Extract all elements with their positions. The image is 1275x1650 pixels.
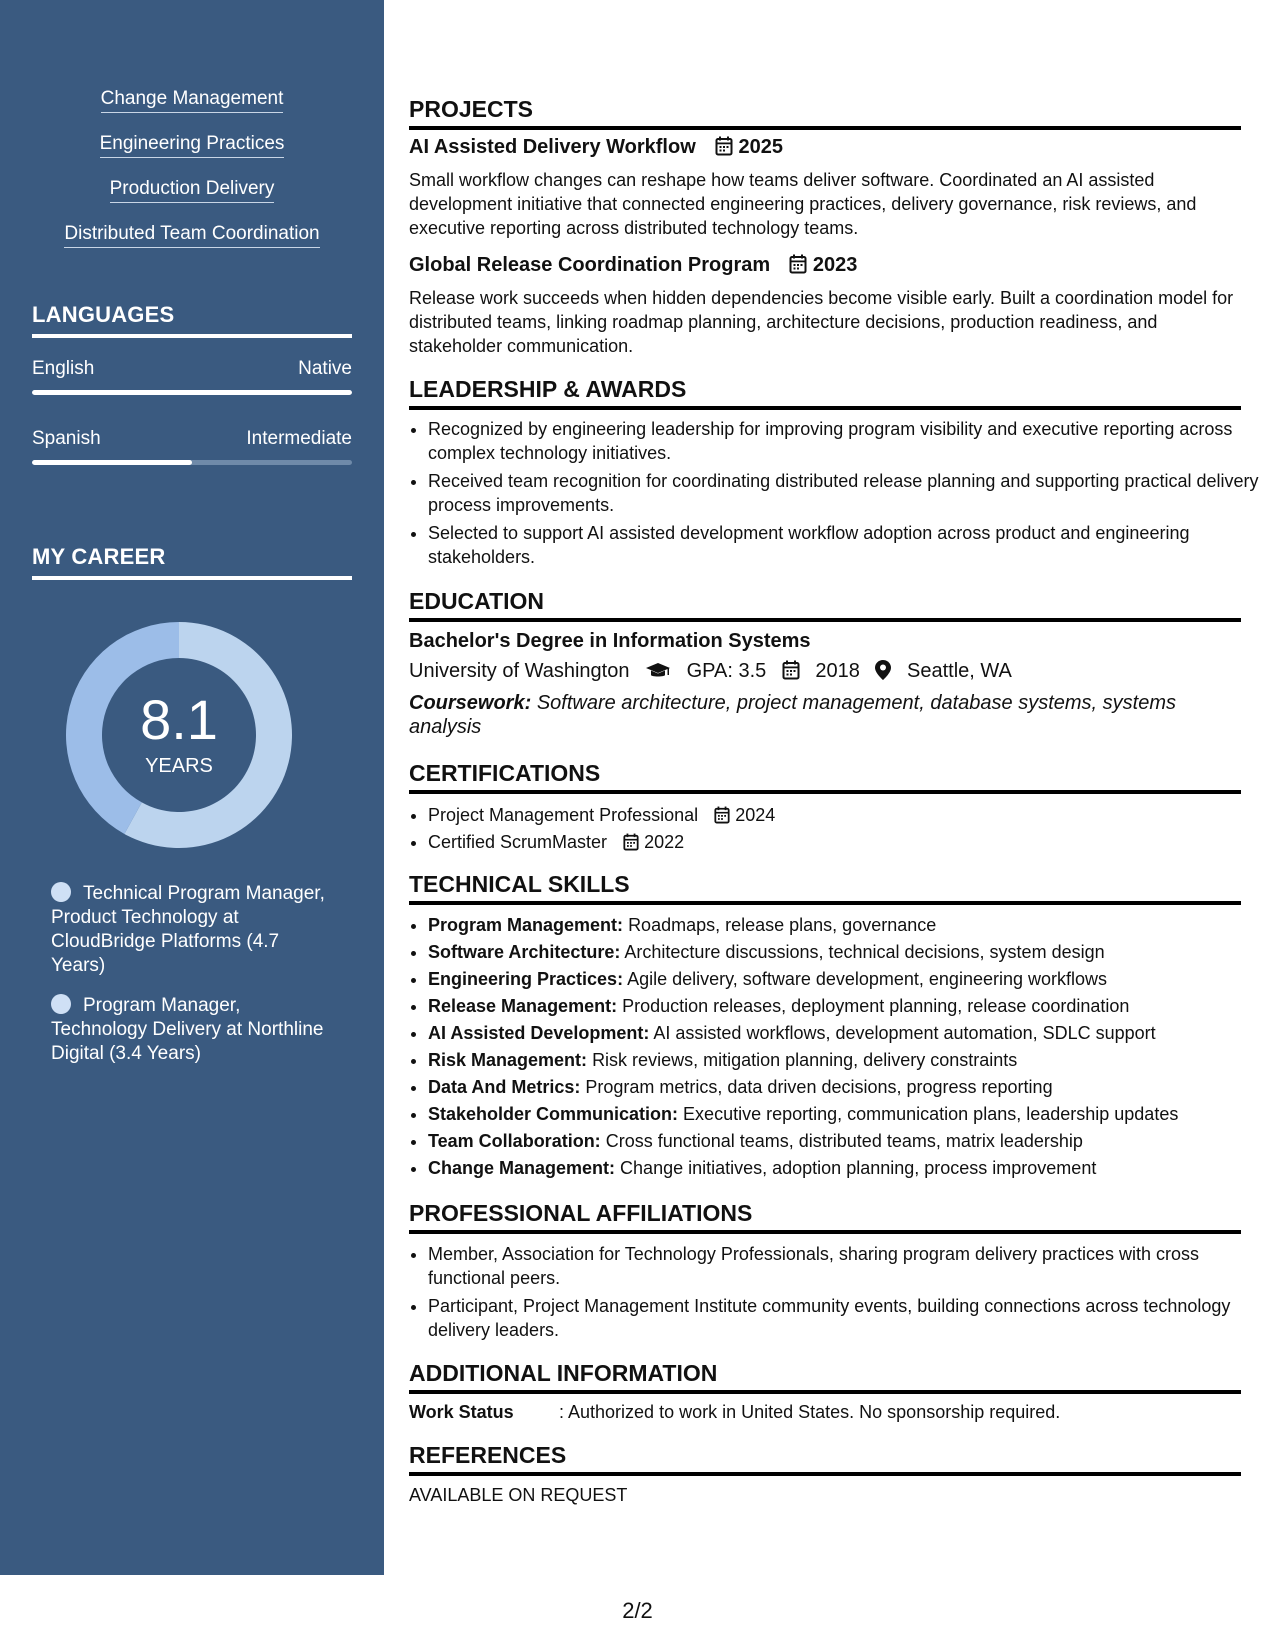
skill-category: Stakeholder Communication: — [428, 1104, 679, 1124]
language-level: Intermediate — [246, 428, 352, 449]
work-status-row — [409, 1402, 1060, 1423]
skill-value: AI assisted workflows, development automation, SDLC support — [653, 1023, 1156, 1043]
calendar-icon — [715, 136, 733, 156]
skill-category: Engineering Practices: — [428, 969, 624, 989]
skill-label: Distributed Team Coordination — [64, 223, 319, 248]
graduation-cap-icon — [645, 662, 671, 680]
sidebar-skill-link[interactable] — [0, 223, 384, 245]
certifications-list — [409, 803, 1260, 857]
language-name: English — [32, 358, 95, 379]
list-item — [428, 1102, 1260, 1126]
coursework — [409, 691, 1241, 739]
page-number: 2/2 — [622, 1598, 653, 1623]
skill-category: Data And Metrics: — [428, 1077, 581, 1097]
project-year: 2025 — [738, 136, 783, 158]
list-item — [428, 830, 1260, 854]
references-text: AVAILABLE ON REQUEST — [409, 1485, 628, 1505]
skill-value: Program metrics, data driven decisions, progress reporting — [585, 1077, 1053, 1097]
list-item — [428, 1021, 1260, 1045]
career-total-years: 8.1 — [140, 688, 218, 751]
skill-category: Team Collaboration: — [428, 1131, 601, 1151]
skill-value: Change initiatives, adoption planning, process improvement — [620, 1158, 1097, 1178]
list-item: • Participant, Project Management Institute community events, building connections across technology delivery leaders. — [428, 1294, 1260, 1342]
education-details — [409, 660, 1012, 683]
section-heading-education: EDUCATION — [409, 588, 1241, 622]
section-heading-additional-information: ADDITIONAL INFORMATION — [409, 1360, 1241, 1394]
section-heading-certifications: CERTIFICATIONS — [409, 760, 1241, 794]
language-row — [32, 358, 352, 382]
sidebar-skill-link[interactable] — [0, 133, 384, 155]
list-item — [428, 940, 1260, 964]
language-bar — [32, 390, 352, 395]
sidebar-skill-link[interactable] — [0, 88, 384, 110]
list-item — [428, 803, 1260, 827]
location-pin-icon — [875, 660, 891, 680]
certification-year: 2024 — [735, 805, 776, 825]
skill-value: Executive reporting, communication plans, leadership updates — [683, 1104, 1179, 1124]
list-item: • Member, Association for Technology Professionals, sharing program delivery practices with cross functional peers. — [428, 1242, 1260, 1290]
legend-dot-icon — [51, 882, 71, 902]
career-item — [51, 882, 331, 978]
calendar-icon — [623, 833, 639, 851]
language-bar — [32, 460, 352, 465]
project-description: Small workflow changes can reshape how teams deliver software. Coordinated an AI assisted development initiative that connected engineering practices, delivery governance, risk reviews, and executive reporting across distributed technology teams. — [409, 170, 1197, 238]
language-name: Spanish — [32, 428, 101, 449]
location: Seattle, WA — [907, 660, 1012, 682]
project-year: 2023 — [812, 254, 858, 276]
career-item-label: Program Manager, Technology Delivery at Northline Digital (3.4 Years) — [51, 995, 324, 1064]
affiliations-list — [409, 1242, 1260, 1346]
section-heading-affiliations: PROFESSIONAL AFFILIATIONS — [409, 1200, 1241, 1234]
certification-name: Project Management Professional — [428, 805, 699, 825]
technical-skills-list — [409, 913, 1260, 1183]
list-item — [428, 1156, 1260, 1180]
skill-value: Risk reviews, mitigation planning, delivery constraints — [592, 1050, 1018, 1070]
list-item — [428, 913, 1260, 937]
skill-value: Architecture discussions, technical decisions, system design — [624, 942, 1105, 962]
skill-category: Change Management: — [428, 1158, 616, 1178]
project-title — [409, 136, 783, 159]
sidebar-skill-link[interactable] — [0, 178, 384, 200]
section-heading-references: REFERENCES — [409, 1442, 1241, 1476]
list-item: • Recognized by engineering leadership for improving program visibility and executive reporting across complex technology initiatives. — [428, 417, 1260, 465]
language-bar-fill — [32, 390, 352, 395]
project-name: AI Assisted Delivery Workflow — [409, 136, 696, 158]
certification-year: 2022 — [644, 832, 685, 852]
work-status-value: : Authorized to work in United States. No sponsorship required. — [559, 1402, 1061, 1422]
graduation-year: 2018 — [815, 660, 860, 682]
sidebar — [0, 0, 384, 1575]
gpa: GPA: 3.5 — [686, 660, 767, 682]
list-item — [428, 967, 1260, 991]
project-description: Release work succeeds when hidden dependencies become visible early. Built a coordination model for distributed teams, linking roadmap planning, architecture decisions, production readiness, and stakeholder communication. — [409, 288, 1234, 356]
skill-category: Software Architecture: — [428, 942, 621, 962]
list-item: • Received team recognition for coordinating distributed release planning and supporting practical delivery process improvements. — [428, 469, 1260, 517]
leadership-list — [409, 417, 1260, 573]
career-item-label: Technical Program Manager, Product Technology at CloudBridge Platforms (4.7 Years) — [51, 883, 325, 976]
skill-value: Production releases, deployment planning, release coordination — [622, 996, 1130, 1016]
project-name: Global Release Coordination Program — [409, 254, 771, 276]
language-bar-fill — [32, 460, 192, 465]
coursework-label: Coursework: — [409, 692, 532, 714]
skill-value: Agile delivery, software development, engineering workflows — [627, 969, 1108, 989]
certification-name: Certified ScrumMaster — [428, 832, 608, 852]
list-item — [428, 1075, 1260, 1099]
work-status-label: Work Status — [409, 1402, 514, 1422]
career-item — [51, 994, 331, 1066]
list-item: • Selected to support AI assisted development workflow adoption across product and engineering stakeholders. — [428, 521, 1260, 569]
skill-category: Risk Management: — [428, 1050, 588, 1070]
skill-value: Roadmaps, release plans, governance — [628, 915, 937, 935]
list-item — [428, 1129, 1260, 1153]
skill-category: Program Management: — [428, 915, 624, 935]
list-item — [428, 994, 1260, 1018]
skill-category: Release Management: — [428, 996, 618, 1016]
skill-category: AI Assisted Development: — [428, 1023, 650, 1043]
coursework-text: Software architecture, project management, database systems, systems analysis — [409, 692, 1176, 738]
languages-heading: LANGUAGES — [32, 302, 352, 338]
skill-label: Change Management — [101, 88, 284, 113]
calendar-icon — [782, 660, 800, 680]
career-heading: MY CAREER — [32, 544, 352, 580]
skill-value: Cross functional teams, distributed teams, matrix leadership — [605, 1131, 1083, 1151]
section-heading-leadership: LEADERSHIP & AWARDS — [409, 376, 1241, 410]
legend-dot-icon — [51, 994, 71, 1014]
project-title — [409, 254, 857, 277]
section-heading-technical-skills: TECHNICAL SKILLS — [409, 871, 1241, 905]
degree-title: Bachelor's Degree in Information Systems — [409, 630, 811, 652]
section-heading-projects: PROJECTS — [409, 96, 1241, 130]
skill-label: Engineering Practices — [100, 133, 285, 158]
school-name: University of Washington — [409, 660, 630, 682]
calendar-icon — [789, 254, 807, 274]
career-total-unit: YEARS — [145, 755, 213, 777]
list-item — [428, 1048, 1260, 1072]
calendar-icon — [714, 806, 730, 824]
skill-label: Production Delivery — [110, 178, 275, 203]
language-row — [32, 428, 352, 452]
language-level: Native — [298, 358, 352, 379]
